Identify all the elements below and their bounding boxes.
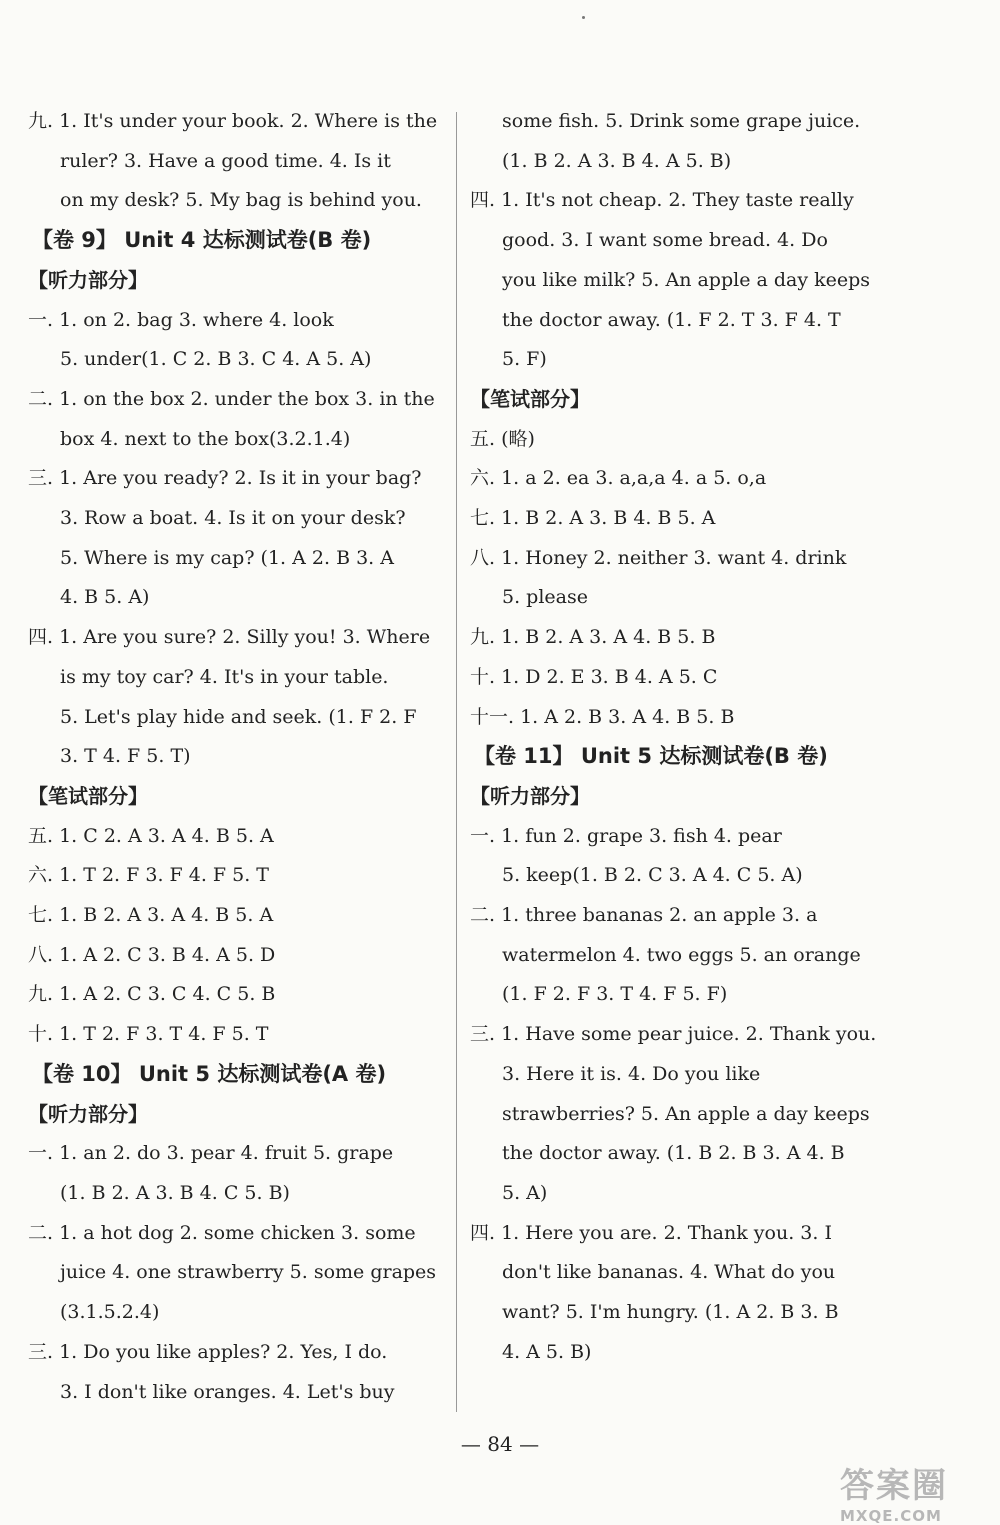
watermark-logo xyxy=(840,1458,990,1525)
answer-line: 三. 1. Have some pear juice. 2. Thank you. xyxy=(470,1023,877,1046)
answer-line: 三. 1. Are you ready? 2. Is it in your bag? xyxy=(28,467,422,490)
column-divider xyxy=(456,112,457,1412)
answer-line: 六. 1. T 2. F 3. F 4. F 5. T xyxy=(28,864,269,887)
answer-continuation: (1. B 2. A 3. B 4. C 5. B) xyxy=(60,1181,290,1204)
answer-continuation: don't like bananas. 4. What do you xyxy=(502,1261,836,1284)
page-number: — 84 — xyxy=(460,1432,540,1456)
answer-line: 四. 1. Are you sure? 2. Silly you! 3. Where xyxy=(28,626,431,649)
answer-continuation: 5. Let's play hide and seek. (1. F 2. F xyxy=(60,705,417,728)
watermark-url: MXQE.COM xyxy=(840,1507,942,1525)
answer-continuation: 5. please xyxy=(502,586,588,609)
right-column xyxy=(470,102,890,1373)
answer-continuation: (1. F 2. F 3. T 4. F 5. F) xyxy=(502,983,728,1006)
answer-continuation: is my toy car? 4. It's in your table. xyxy=(60,665,389,688)
answer-continuation: 3. T 4. F 5. T) xyxy=(60,745,191,768)
answer-line: 六. 1. a 2. ea 3. a,a,a 4. a 5. o,a xyxy=(470,467,767,490)
answer-continuation: want? 5. I'm hungry. (1. A 2. B 3. B xyxy=(502,1301,839,1324)
answer-line: 七. 1. B 2. A 3. B 4. B 5. A xyxy=(470,507,716,530)
section-heading: 【听力部分】 xyxy=(28,267,148,292)
answer-continuation: 3. Here it is. 4. Do you like xyxy=(502,1062,761,1085)
answer-line: 十. 1. T 2. F 3. T 4. F 5. T xyxy=(28,1023,269,1046)
answer-continuation: 4. B 5. A) xyxy=(60,586,150,609)
left-column xyxy=(28,102,446,1412)
answer-continuation: 4. A 5. B) xyxy=(502,1340,592,1363)
answer-line: 九. 1. A 2. C 3. C 4. C 5. B xyxy=(28,983,276,1006)
answer-continuation: juice 4. one strawberry 5. some grapes xyxy=(60,1261,437,1284)
answer-line: 二. 1. on the box 2. under the box 3. in the xyxy=(28,387,435,410)
answer-line: 九. 1. It's under your book. 2. Where is the xyxy=(28,110,438,132)
test-paper-heading: 【卷 11】 Unit 5 达标测试卷(B 卷) xyxy=(474,744,828,769)
answer-line: 一. 1. on 2. bag 3. where 4. look xyxy=(28,308,334,331)
answer-line: 七. 1. B 2. A 3. A 4. B 5. A xyxy=(28,904,274,927)
answer-continuation: 5. A) xyxy=(502,1181,548,1204)
answer-continuation: 5. Where is my cap? (1. A 2. B 3. A xyxy=(60,546,394,569)
answer-continuation: 3. Row a boat. 4. Is it on your desk? xyxy=(60,507,406,530)
answer-continuation: 5. keep(1. B 2. C 3. A 4. C 5. A) xyxy=(502,864,803,887)
answer-continuation: watermelon 4. two eggs 5. an orange xyxy=(502,943,861,966)
answer-continuation: (1. B 2. A 3. B 4. A 5. B) xyxy=(502,149,732,172)
answer-line: 四. 1. Here you are. 2. Thank you. 3. I xyxy=(470,1221,832,1244)
test-paper-heading: 【卷 9】 Unit 4 达标测试卷(B 卷) xyxy=(32,228,372,253)
answer-continuation: strawberries? 5. An apple a day keeps xyxy=(502,1102,870,1125)
answer-continuation: you like milk? 5. An apple a day keeps xyxy=(502,268,871,291)
answer-line: 八. 1. A 2. C 3. B 4. A 5. D xyxy=(28,943,276,966)
answer-line: 十一. 1. A 2. B 3. A 4. B 5. B xyxy=(470,705,735,728)
scan-dot xyxy=(582,16,585,19)
answer-continuation: ruler? 3. Have a good time. 4. Is it xyxy=(60,149,391,172)
answer-continuation: 3. I don't like oranges. 4. Let's buy xyxy=(60,1380,395,1403)
watermark-text: 答案圈 xyxy=(840,1466,948,1506)
answer-line: 二. 1. three bananas 2. an apple 3. a xyxy=(470,904,818,927)
answer-continuation: some fish. 5. Drink some grape juice. xyxy=(502,110,861,132)
answer-continuation: the doctor away. (1. F 2. T 3. F 4. T xyxy=(502,308,841,331)
section-heading: 【听力部分】 xyxy=(28,1101,148,1126)
answer-continuation: box 4. next to the box(3.2.1.4) xyxy=(60,427,351,450)
answer-line: 二. 1. a hot dog 2. some chicken 3. some xyxy=(28,1221,416,1244)
answer-continuation: good. 3. I want some bread. 4. Do xyxy=(502,229,828,252)
section-heading: 【笔试部分】 xyxy=(470,386,590,411)
answer-continuation: on my desk? 5. My bag is behind you. xyxy=(60,189,422,212)
answer-line: 三. 1. Do you like apples? 2. Yes, I do. xyxy=(28,1340,388,1363)
answer-line: 四. 1. It's not cheap. 2. They taste really xyxy=(470,189,854,212)
answer-continuation: 5. under(1. C 2. B 3. C 4. A 5. A) xyxy=(60,348,372,371)
answer-line: 一. 1. fun 2. grape 3. fish 4. pear xyxy=(470,824,782,847)
answer-line: 九. 1. B 2. A 3. A 4. B 5. B xyxy=(470,626,716,649)
section-heading: 【笔试部分】 xyxy=(28,783,148,808)
test-paper-heading: 【卷 10】 Unit 5 达标测试卷(A 卷) xyxy=(32,1061,387,1086)
answer-line: 十. 1. D 2. E 3. B 4. A 5. C xyxy=(470,665,718,688)
section-heading: 【听力部分】 xyxy=(470,783,590,808)
answer-line: 五. 1. C 2. A 3. A 4. B 5. A xyxy=(28,824,274,847)
answer-line: 一. 1. an 2. do 3. pear 4. fruit 5. grape xyxy=(28,1142,394,1165)
answer-line: 五. (略) xyxy=(470,427,535,450)
answer-line: 八. 1. Honey 2. neither 3. want 4. drink xyxy=(470,546,847,569)
answer-continuation: 5. F) xyxy=(502,348,547,371)
answer-continuation: (3.1.5.2.4) xyxy=(60,1301,160,1324)
answer-continuation: the doctor away. (1. B 2. B 3. A 4. B xyxy=(502,1142,845,1165)
